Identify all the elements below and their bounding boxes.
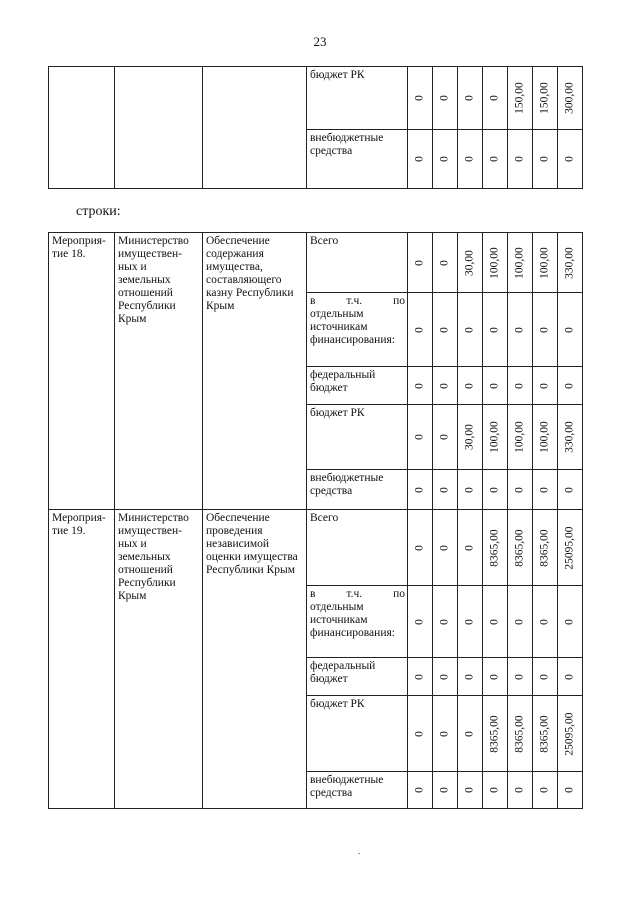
empty-description-cell	[203, 67, 307, 189]
value-cell: 0	[508, 772, 533, 809]
value-cell: 25095,00	[558, 510, 583, 586]
value-cell: 0	[433, 658, 458, 696]
funding-source: Всего	[307, 233, 408, 293]
value-cell: 0	[533, 658, 558, 696]
funding-source: внебюджетные средства	[307, 772, 408, 809]
value-cell: 0	[533, 470, 558, 510]
value-cell: 8365,00	[533, 510, 558, 586]
value-cell: 0	[433, 293, 458, 367]
measure-executor: Министерство имуществен-ных и земельных отношений Республики Крым	[115, 510, 203, 809]
value-cell: 0	[433, 772, 458, 809]
value-cell: 25095,00	[558, 696, 583, 772]
value-cell: 0	[558, 658, 583, 696]
value-cell: 0	[483, 586, 508, 658]
value-cell: 100,00	[508, 233, 533, 293]
value-cell: 0	[408, 470, 433, 510]
value-cell: 8365,00	[483, 510, 508, 586]
value-cell: 0	[408, 510, 433, 586]
value-cell: 0	[458, 696, 483, 772]
value-cell: 0	[558, 367, 583, 405]
page-number: 23	[313, 34, 327, 49]
funding-source: внебюджетные средства	[307, 130, 408, 189]
funding-source	[307, 293, 408, 367]
value-cell: 0	[558, 772, 583, 809]
value-cell: 330,00	[558, 233, 583, 293]
funding-source: бюджет РК	[307, 696, 408, 772]
value-cell: 0	[433, 405, 458, 470]
measure-executor: Министерство имуществен-ных и земельных отношений Республики Крым	[115, 233, 203, 510]
measures-table	[48, 232, 583, 809]
value-cell: 30,00	[458, 233, 483, 293]
value-cell: 0	[558, 586, 583, 658]
value-cell: 0	[533, 367, 558, 405]
funding-source-prefix: в т.ч. по	[310, 295, 405, 307]
value-cell: 8365,00	[533, 696, 558, 772]
section-label: строки:	[76, 204, 121, 219]
value-cell: 0	[433, 233, 458, 293]
empty-measure-cell	[49, 67, 115, 189]
value-cell: 150,00	[508, 67, 533, 130]
value-cell: 0	[483, 130, 508, 189]
value-cell: 8365,00	[483, 696, 508, 772]
value-cell: 0	[408, 130, 433, 189]
value-cell: 0	[408, 586, 433, 658]
value-cell: 0	[433, 696, 458, 772]
value-cell: 0	[458, 510, 483, 586]
measure-description: Обеспечение проведения независимой оценки имущества Республики Крым	[203, 510, 307, 809]
value-cell: 0	[408, 67, 433, 130]
table-row	[49, 67, 583, 130]
value-cell: 0	[458, 293, 483, 367]
funding-source-rest: отдельным источникам финансирования:	[310, 308, 395, 346]
funding-source: Всего	[307, 510, 408, 586]
value-cell: 0	[508, 367, 533, 405]
value-cell: 0	[458, 67, 483, 130]
value-cell: 0	[483, 772, 508, 809]
value-cell: 0	[508, 658, 533, 696]
value-cell: 100,00	[533, 233, 558, 293]
value-cell: 0	[408, 658, 433, 696]
value-cell: 0	[458, 367, 483, 405]
measure-description: Обеспечение содержания имущества, составляющего казну Республики Крым	[203, 233, 307, 510]
value-cell: 0	[408, 293, 433, 367]
value-cell: 0	[433, 510, 458, 586]
value-cell: 0	[433, 470, 458, 510]
funding-source-rest: отдельным источникам финансирования:	[310, 601, 395, 639]
value-cell: 0	[558, 130, 583, 189]
value-cell: 0	[433, 367, 458, 405]
empty-executor-cell	[115, 67, 203, 189]
value-cell: 0	[458, 470, 483, 510]
value-cell: 0	[533, 772, 558, 809]
value-cell: 0	[483, 367, 508, 405]
value-cell: 0	[408, 367, 433, 405]
value-cell: 0	[433, 67, 458, 130]
value-cell: 0	[483, 658, 508, 696]
value-cell: 100,00	[483, 233, 508, 293]
value-cell: 0	[408, 772, 433, 809]
scan-speck	[358, 853, 360, 854]
value-cell: 0	[508, 586, 533, 658]
value-cell: 0	[408, 405, 433, 470]
value-cell: 0	[458, 130, 483, 189]
value-cell: 0	[483, 293, 508, 367]
value-cell: 0	[458, 772, 483, 809]
value-cell: 8365,00	[508, 696, 533, 772]
value-cell: 0	[433, 586, 458, 658]
value-cell: 0	[483, 67, 508, 130]
funding-source: бюджет РК	[307, 405, 408, 470]
table-row	[49, 510, 583, 586]
value-cell: 0	[508, 130, 533, 189]
value-cell: 100,00	[533, 405, 558, 470]
continuation-table	[48, 66, 583, 189]
table-row	[49, 233, 583, 293]
value-cell: 0	[408, 233, 433, 293]
value-cell: 100,00	[483, 405, 508, 470]
measure-number: Мероприя-тие 19.	[49, 510, 115, 809]
value-cell: 0	[533, 586, 558, 658]
value-cell: 0	[533, 293, 558, 367]
value-cell: 0	[433, 130, 458, 189]
funding-source: бюджет РК	[307, 67, 408, 130]
value-cell: 0	[408, 696, 433, 772]
value-cell: 0	[508, 293, 533, 367]
funding-source: федеральный бюджет	[307, 367, 408, 405]
funding-source: внебюджетные средства	[307, 470, 408, 510]
value-cell: 0	[458, 586, 483, 658]
value-cell: 330,00	[558, 405, 583, 470]
value-cell: 0	[558, 470, 583, 510]
value-cell: 300,00	[558, 67, 583, 130]
value-cell: 0	[533, 130, 558, 189]
measure-number: Мероприя-тие 18.	[49, 233, 115, 510]
value-cell: 150,00	[533, 67, 558, 130]
value-cell: 8365,00	[508, 510, 533, 586]
funding-source-prefix: в т.ч. по	[310, 588, 405, 600]
funding-source	[307, 586, 408, 658]
funding-source: федеральный бюджет	[307, 658, 408, 696]
value-cell: 30,00	[458, 405, 483, 470]
value-cell: 0	[458, 658, 483, 696]
value-cell: 0	[508, 470, 533, 510]
value-cell: 0	[483, 470, 508, 510]
value-cell: 0	[558, 293, 583, 367]
value-cell: 100,00	[508, 405, 533, 470]
